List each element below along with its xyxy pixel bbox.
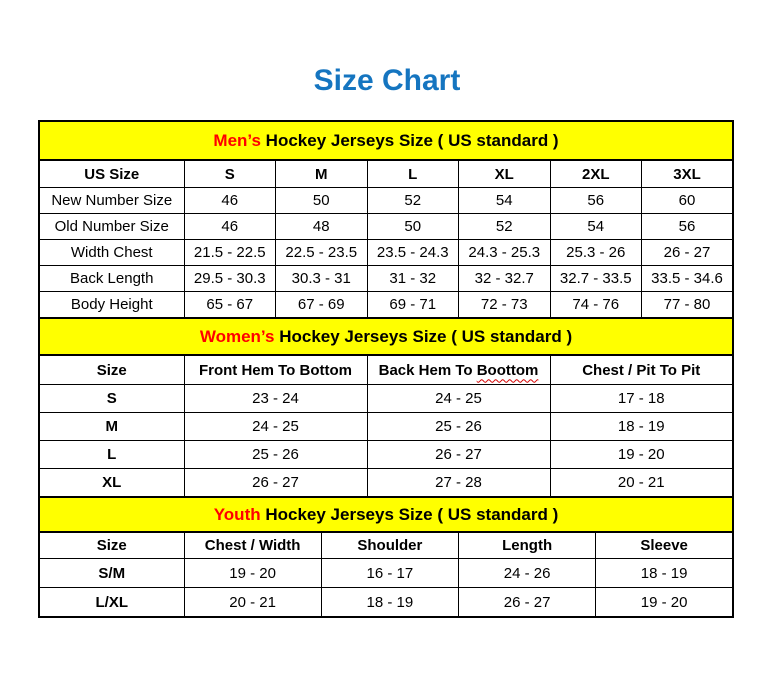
table-row xyxy=(39,214,733,240)
womens-col-header-front-hem: Front Hem To Bottom xyxy=(184,355,367,385)
row-label: M xyxy=(39,413,184,441)
youth-col-header-sleeve: Sleeve xyxy=(596,532,733,559)
cell: 24 - 25 xyxy=(367,385,550,413)
cell: 26 - 27 xyxy=(459,588,596,618)
cell: 46 xyxy=(184,214,276,240)
cell: 52 xyxy=(459,214,551,240)
mens-col-header-m: M xyxy=(276,160,368,188)
mens-section-band xyxy=(39,121,733,160)
cell: 77 - 80 xyxy=(642,292,734,319)
cell: 31 - 32 xyxy=(367,266,459,292)
table-row xyxy=(39,385,733,413)
womens-col-header-back-hem xyxy=(367,355,550,385)
mens-col-header-s: S xyxy=(184,160,276,188)
cell: 60 xyxy=(642,188,734,214)
row-label: L xyxy=(39,441,184,469)
cell: 18 - 19 xyxy=(550,413,733,441)
cell: 33.5 - 34.6 xyxy=(642,266,734,292)
womens-section-band xyxy=(39,318,733,355)
row-label: XL xyxy=(39,469,184,498)
cell: 72 - 73 xyxy=(459,292,551,319)
size-chart xyxy=(38,120,734,618)
youth-col-header-size: Size xyxy=(39,532,184,559)
cell: 46 xyxy=(184,188,276,214)
back-hem-misspelled-word: Boottom xyxy=(476,361,539,379)
table-row xyxy=(39,188,733,214)
table-row xyxy=(39,240,733,266)
cell: 48 xyxy=(276,214,368,240)
womens-band-highlight: Women’s xyxy=(199,326,275,346)
youth-band-rest: Hockey Jerseys Size ( US standard ) xyxy=(260,504,559,524)
mens-col-header-xl: XL xyxy=(459,160,551,188)
cell: 26 - 27 xyxy=(367,441,550,469)
youth-section-band xyxy=(39,497,733,532)
cell: 27 - 28 xyxy=(367,469,550,498)
cell: 25 - 26 xyxy=(367,413,550,441)
cell: 20 - 21 xyxy=(550,469,733,498)
cell: 22.5 - 23.5 xyxy=(276,240,368,266)
cell: 24.3 - 25.3 xyxy=(459,240,551,266)
cell: 29.5 - 30.3 xyxy=(184,266,276,292)
table-row xyxy=(39,559,733,588)
row-label: L/XL xyxy=(39,588,184,618)
cell: 26 - 27 xyxy=(184,469,367,498)
mens-size-table xyxy=(38,120,734,319)
row-label: New Number Size xyxy=(39,188,184,214)
cell: 19 - 20 xyxy=(550,441,733,469)
page-title: Size Chart xyxy=(313,64,461,97)
cell: 52 xyxy=(367,188,459,214)
youth-col-header-length: Length xyxy=(459,532,596,559)
youth-header-row xyxy=(39,532,733,559)
womens-size-table xyxy=(38,317,734,498)
mens-band-rest: Hockey Jerseys Size ( US standard ) xyxy=(260,130,559,150)
row-label: Width Chest xyxy=(39,240,184,266)
cell: 67 - 69 xyxy=(276,292,368,319)
mens-col-header-us-size: US Size xyxy=(39,160,184,188)
table-row xyxy=(39,292,733,319)
cell: 21.5 - 22.5 xyxy=(184,240,276,266)
mens-col-header-2xl: 2XL xyxy=(550,160,642,188)
youth-col-header-shoulder: Shoulder xyxy=(321,532,458,559)
cell: 30.3 - 31 xyxy=(276,266,368,292)
cell: 56 xyxy=(642,214,734,240)
row-label: Old Number Size xyxy=(39,214,184,240)
cell: 54 xyxy=(459,188,551,214)
table-row xyxy=(39,413,733,441)
cell: 18 - 19 xyxy=(596,559,733,588)
cell: 24 - 26 xyxy=(459,559,596,588)
back-hem-prefix: Back Hem To xyxy=(378,361,477,379)
cell: 25.3 - 26 xyxy=(550,240,642,266)
cell: 16 - 17 xyxy=(321,559,458,588)
womens-col-header-size: Size xyxy=(39,355,184,385)
table-row xyxy=(39,469,733,498)
table-row xyxy=(39,588,733,618)
cell: 19 - 20 xyxy=(596,588,733,618)
cell: 32.7 - 33.5 xyxy=(550,266,642,292)
row-label: S/M xyxy=(39,559,184,588)
table-row xyxy=(39,441,733,469)
cell: 69 - 71 xyxy=(367,292,459,319)
cell: 65 - 67 xyxy=(184,292,276,319)
cell: 50 xyxy=(367,214,459,240)
cell: 23.5 - 24.3 xyxy=(367,240,459,266)
cell: 24 - 25 xyxy=(184,413,367,441)
cell: 54 xyxy=(550,214,642,240)
cell: 50 xyxy=(276,188,368,214)
cell: 25 - 26 xyxy=(184,441,367,469)
mens-col-header-3xl: 3XL xyxy=(642,160,734,188)
youth-band-title xyxy=(39,497,733,532)
youth-band-highlight: Youth xyxy=(213,504,261,524)
womens-col-header-chest: Chest / Pit To Pit xyxy=(550,355,733,385)
mens-header-row xyxy=(39,160,733,188)
row-label: Back Length xyxy=(39,266,184,292)
mens-band-title xyxy=(39,121,733,160)
womens-band-rest: Hockey Jerseys Size ( US standard ) xyxy=(274,326,573,346)
mens-col-header-l: L xyxy=(367,160,459,188)
cell: 56 xyxy=(550,188,642,214)
youth-col-header-chest-width: Chest / Width xyxy=(184,532,321,559)
cell: 19 - 20 xyxy=(184,559,321,588)
mens-band-highlight: Men’s xyxy=(213,130,261,150)
cell: 74 - 76 xyxy=(550,292,642,319)
youth-size-table xyxy=(38,496,734,618)
cell: 18 - 19 xyxy=(321,588,458,618)
row-label: Body Height xyxy=(39,292,184,319)
womens-header-row xyxy=(39,355,733,385)
womens-band-title xyxy=(39,318,733,355)
cell: 26 - 27 xyxy=(642,240,734,266)
cell: 23 - 24 xyxy=(184,385,367,413)
cell: 17 - 18 xyxy=(550,385,733,413)
table-row xyxy=(39,266,733,292)
row-label: S xyxy=(39,385,184,413)
cell: 20 - 21 xyxy=(184,588,321,618)
cell: 32 - 32.7 xyxy=(459,266,551,292)
